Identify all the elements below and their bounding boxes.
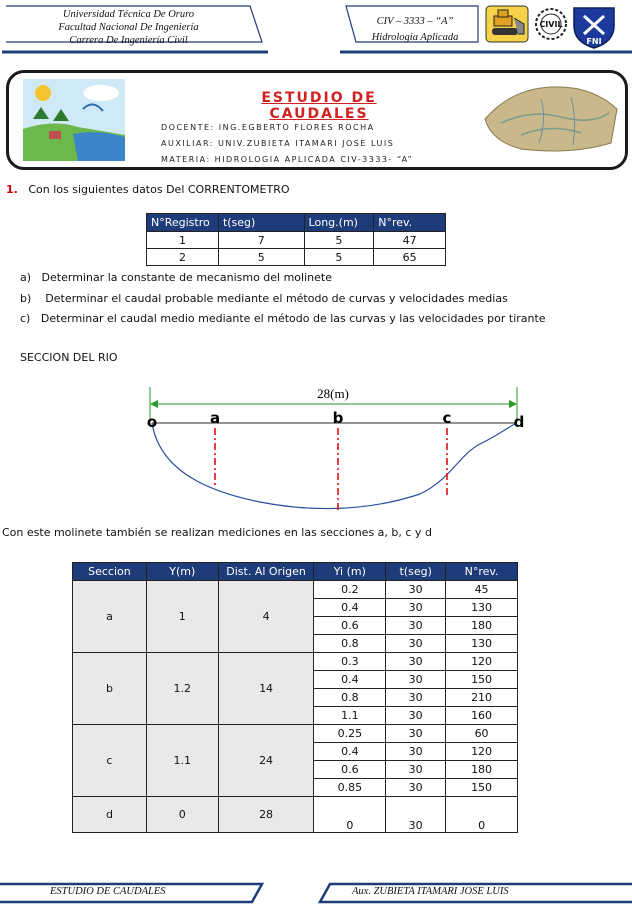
course-info xyxy=(355,14,475,46)
item-letter: c) xyxy=(20,312,31,325)
table-cell: 30 xyxy=(386,671,446,689)
table-cell: 30 xyxy=(386,779,446,797)
water-cycle-illustration xyxy=(23,79,125,161)
col-header: N°rev. xyxy=(374,214,446,232)
career-name: Carrera De Ingeniería Civil xyxy=(69,35,188,46)
group-cell-y: 0 xyxy=(146,797,218,833)
banner-title: ESTUDIO DE CAUDALES xyxy=(261,90,377,122)
table-cell: 130 xyxy=(446,635,518,653)
col-header: Dist. Al Origen xyxy=(218,563,314,581)
terrain-illustration xyxy=(481,79,621,157)
banner-auxiliar: AUXILIAR: UNIV.ZUBIETA ITAMARI JOSE LUIS xyxy=(161,139,395,148)
footer-left: ESTUDIO DE CAUDALES xyxy=(50,886,166,897)
fni-logo-text: FNI xyxy=(586,37,602,46)
table-cell: 30 xyxy=(386,725,446,743)
table-cell: 120 xyxy=(446,653,518,671)
table-cell: 120 xyxy=(446,743,518,761)
table-cell: 7 xyxy=(218,232,304,249)
point-c-label: c xyxy=(442,409,452,427)
table-cell: 130 xyxy=(446,599,518,617)
table-cell: 30 xyxy=(386,689,446,707)
table-cell: 30 xyxy=(386,707,446,725)
table-cell: 30 xyxy=(386,653,446,671)
group-cell-dist: 4 xyxy=(218,581,314,653)
table-cell: 5 xyxy=(304,249,374,266)
table-cell: 0.3 xyxy=(314,653,386,671)
river-section-diagram xyxy=(0,382,632,522)
point-b-label: b xyxy=(332,409,344,427)
measurements-table xyxy=(72,562,518,833)
measurement-intro: Con este molinete también se realizan mediciones en las secciones a, b, c y d xyxy=(2,526,432,539)
table-cell: 30 xyxy=(386,635,446,653)
group-cell-seccion: d xyxy=(73,797,147,833)
col-header: Long.(m) xyxy=(304,214,374,232)
group-cell-y: 1.1 xyxy=(146,725,218,797)
group-cell-dist: 28 xyxy=(218,797,314,833)
item-text: Determinar el caudal probable mediante el método de curvas y velocidades medias xyxy=(45,292,508,305)
table-cell: 210 xyxy=(446,689,518,707)
point-o-label: o xyxy=(146,413,158,431)
table-cell: 45 xyxy=(446,581,518,599)
civil-logo-text: CIVIL xyxy=(539,20,563,29)
table-cell: 30 xyxy=(386,761,446,779)
table-cell: 0.4 xyxy=(314,599,386,617)
riverbed-curve xyxy=(152,423,517,509)
table-cell: 60 xyxy=(446,725,518,743)
problem-intro xyxy=(6,183,290,196)
col-header: Y(m) xyxy=(146,563,218,581)
table-cell: 0.2 xyxy=(314,581,386,599)
group-cell-seccion: c xyxy=(73,725,147,797)
table-cell: 1.1 xyxy=(314,707,386,725)
item-letter: b) xyxy=(20,292,32,305)
width-label: 28(m) xyxy=(317,386,349,401)
problem-intro-text: Con los siguientes datos Del CORRENTOMETRO xyxy=(28,183,290,196)
civil-logo xyxy=(534,4,568,44)
course-name: Hidrologia Aplicada xyxy=(371,32,459,43)
point-d-label: d xyxy=(513,413,525,431)
item-text: Determinar el caudal medio mediante el método de las curvas y las velocidades por tirante xyxy=(40,312,546,325)
table-cell: 30 xyxy=(386,617,446,635)
correntometro-table xyxy=(146,213,446,266)
table-cell: 2 xyxy=(147,249,219,266)
group-cell-dist: 14 xyxy=(218,653,314,725)
table-cell: 0.4 xyxy=(314,743,386,761)
table-cell: 30 xyxy=(386,599,446,617)
col-header: t(seg) xyxy=(386,563,446,581)
banner-docente: DOCENTE: ING.EGBERTO FLORES ROCHA xyxy=(161,123,375,132)
table-cell: 150 xyxy=(446,671,518,689)
table-cell: 47 xyxy=(374,232,446,249)
section-title: SECCION DEL RIO xyxy=(20,351,118,364)
item-c xyxy=(20,312,546,325)
item-a xyxy=(20,271,332,284)
table-cell: 160 xyxy=(446,707,518,725)
table-cell: 0.8 xyxy=(314,635,386,653)
table-cell: 5 xyxy=(218,249,304,266)
table-row xyxy=(73,797,518,833)
table-cell: 0.25 xyxy=(314,725,386,743)
table-cell: 30 xyxy=(386,743,446,761)
title-banner xyxy=(6,70,628,170)
table-cell: 0 xyxy=(314,797,386,833)
table-header-row xyxy=(73,563,518,581)
problem-number: 1. xyxy=(6,183,18,196)
course-code: CIV – 3333 – “A” xyxy=(376,16,454,27)
table-cell: 0.8 xyxy=(314,689,386,707)
arrow-right-icon xyxy=(509,400,517,408)
point-a-label: a xyxy=(209,409,221,427)
group-cell-seccion: b xyxy=(73,653,147,725)
table-cell: 65 xyxy=(374,249,446,266)
table-cell: 30 xyxy=(386,797,446,833)
table-cell: 0.6 xyxy=(314,761,386,779)
university-name: Universidad Técnica De Oruro xyxy=(62,9,195,20)
table-row xyxy=(73,653,518,671)
group-cell-seccion: a xyxy=(73,581,147,653)
table-cell: 5 xyxy=(304,232,374,249)
footer-right: Aux. ZUBIETA ITAMARI JOSE LUIS xyxy=(352,886,509,897)
table-cell: 30 xyxy=(386,581,446,599)
fni-shield-icon xyxy=(570,4,618,50)
table-row xyxy=(147,232,446,249)
table-header-row xyxy=(147,214,446,232)
arrow-left-icon xyxy=(150,400,158,408)
table-cell: 0.85 xyxy=(314,779,386,797)
item-b xyxy=(20,292,508,305)
table-cell: 0 xyxy=(446,797,518,833)
col-header: Seccion xyxy=(73,563,147,581)
group-cell-y: 1.2 xyxy=(146,653,218,725)
group-cell-y: 1 xyxy=(146,581,218,653)
col-header: N°Registro xyxy=(147,214,219,232)
group-cell-dist: 24 xyxy=(218,725,314,797)
civil-gear-icon xyxy=(534,4,568,44)
col-header: Yi (m) xyxy=(314,563,386,581)
table-cell: 180 xyxy=(446,617,518,635)
item-text: Determinar la constante de mecanismo del molinete xyxy=(41,271,332,284)
item-letter: a) xyxy=(20,271,32,284)
table-row xyxy=(73,581,518,599)
col-header: N°rev. xyxy=(446,563,518,581)
table-row xyxy=(147,249,446,266)
col-header: t(seg) xyxy=(218,214,304,232)
bulldozer-logo xyxy=(484,4,530,44)
table-cell: 150 xyxy=(446,779,518,797)
faculty-name: Facultad Nacional De Ingeniería xyxy=(58,22,199,33)
fni-logo xyxy=(570,4,618,50)
table-row xyxy=(73,725,518,743)
bulldozer-icon xyxy=(484,4,530,44)
banner-materia: MATERIA: HIDROLOGIA APLICADA CIV-3333- “A” xyxy=(161,155,414,164)
table-cell: 0.6 xyxy=(314,617,386,635)
table-cell: 1 xyxy=(147,232,219,249)
table-cell: 0.4 xyxy=(314,671,386,689)
table-cell: 180 xyxy=(446,761,518,779)
